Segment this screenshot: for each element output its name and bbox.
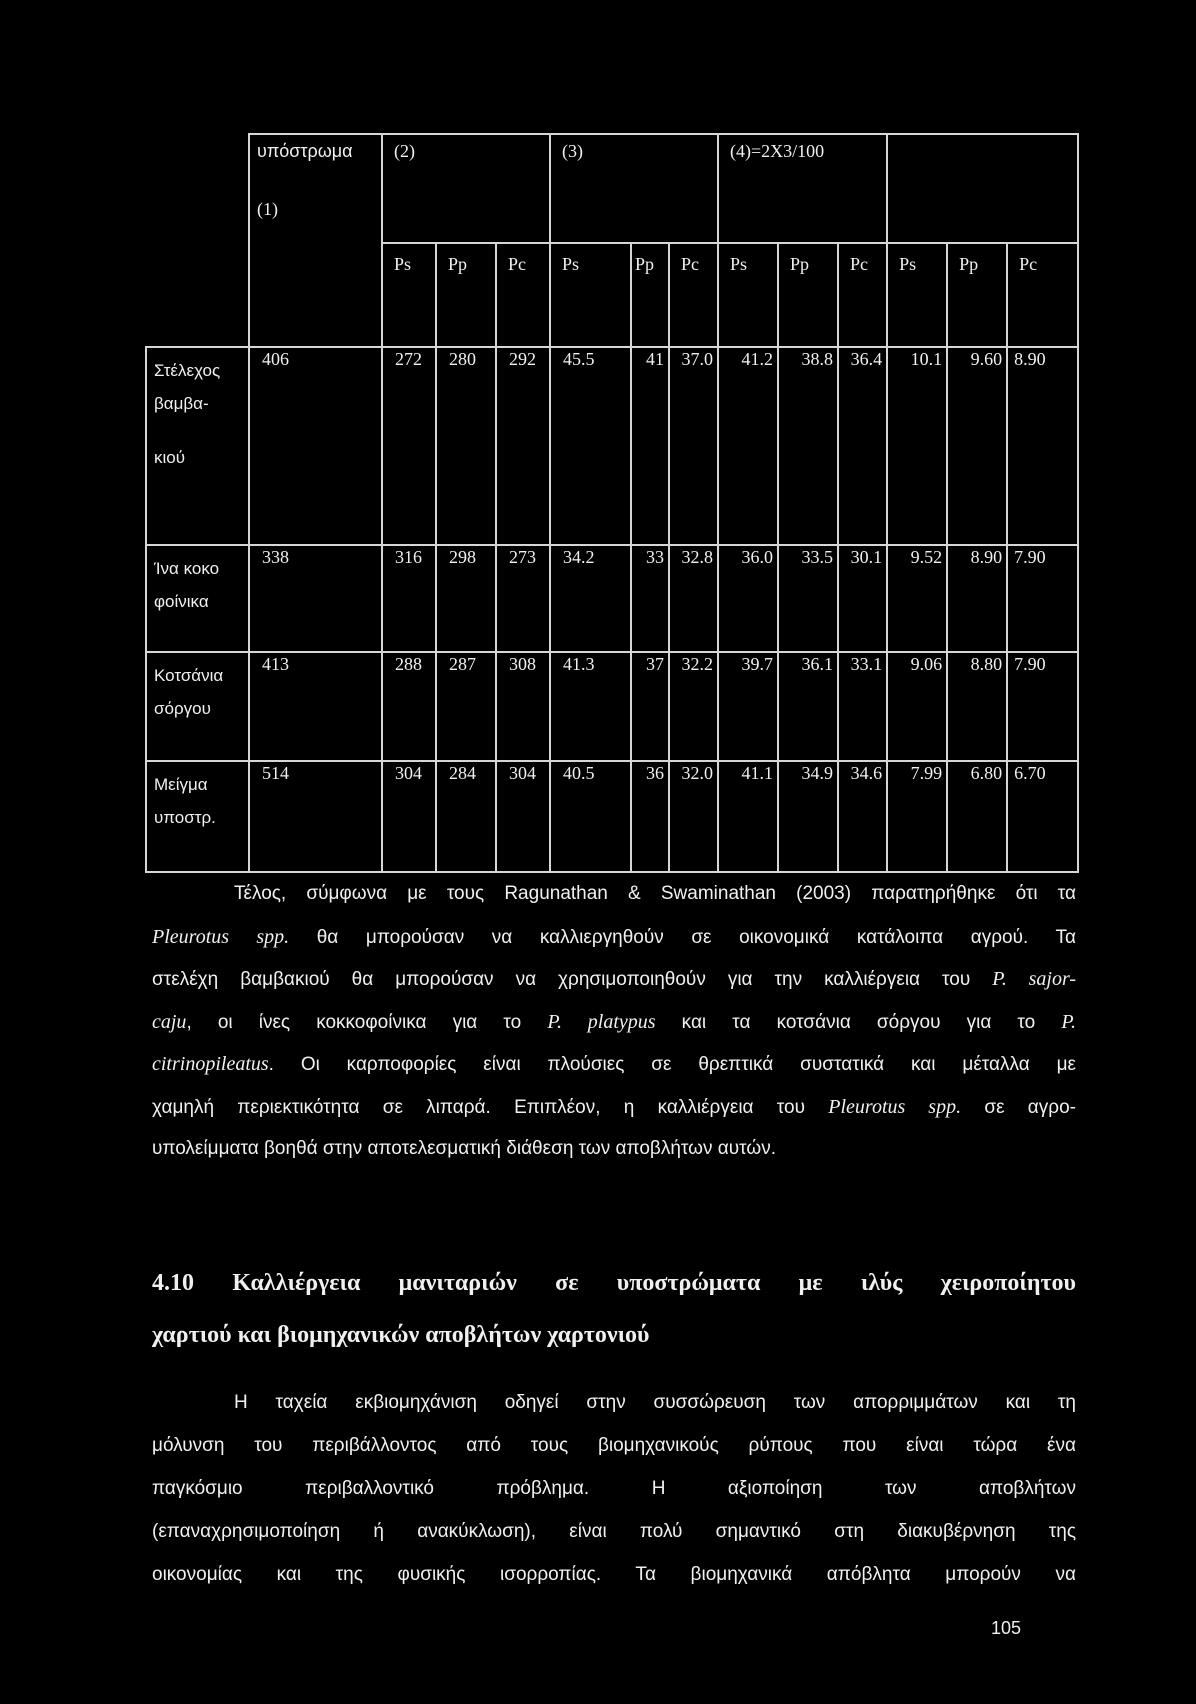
- substrate-amount-cell: 406: [249, 347, 382, 545]
- subheader-pp: Pp: [436, 243, 496, 347]
- value-cell-pc: 7.90: [1007, 545, 1078, 652]
- row-label-line: Στέλεχος: [154, 361, 221, 380]
- row-label-line: Μείγμα: [154, 775, 208, 794]
- value-cell-pp: 38.8: [778, 347, 838, 545]
- row-label-line: Ίνα κοκο: [154, 559, 220, 578]
- value-cell-pp: 37: [631, 652, 669, 761]
- value-cell-pp: 9.60: [947, 347, 1007, 545]
- subheader-pc: Pc: [1007, 243, 1078, 347]
- subheader-pc: Pc: [496, 243, 550, 347]
- group-header-3: (3): [550, 134, 718, 243]
- text-run: και τα κοτσάνια σόργου για το: [655, 1011, 1062, 1033]
- page-number: 105: [991, 1618, 1022, 1638]
- value-cell-ps: 304: [382, 761, 436, 872]
- value-cell-pc: 308: [496, 652, 550, 761]
- subheader-ps: Ps: [718, 243, 778, 347]
- value-cell-pp: 280: [436, 347, 496, 545]
- value-cell-ps: 316: [382, 545, 436, 652]
- value-cell-pc: 32.8: [669, 545, 718, 652]
- paragraph-line: Η ταχεία εκβιομηχάνιση οδηγεί στην συσσώρευση των απορριμμάτων και τη: [234, 1392, 1076, 1413]
- group-header-blank: [887, 134, 1078, 243]
- value-cell-pc: 30.1: [838, 545, 887, 652]
- value-cell-pp: 36: [631, 761, 669, 872]
- paragraph-line: μόλυνση του περιβάλλοντος από τους βιομηχανικούς ρύπους που είναι τώρα ένα: [152, 1435, 1076, 1456]
- value-cell-ps: 9.52: [887, 545, 947, 652]
- value-cell-pp: 298: [436, 545, 496, 652]
- text-run: Τέλος, σύμφωνα με τους Ragunathan & Swaminathan (2003) παρατηρήθηκε ότι τα: [234, 883, 1076, 904]
- paragraph-line: [152, 958, 1076, 1001]
- value-cell-ps: 288: [382, 652, 436, 761]
- paragraph-line: [152, 1086, 1076, 1129]
- text-run: υπολείμματα βοηθά στην αποτελεσματική διάθεση των αποβλήτων αυτών.: [152, 1138, 776, 1159]
- value-cell-pc: 273: [496, 545, 550, 652]
- value-cell-ps: 10.1: [887, 347, 947, 545]
- table-row: [146, 545, 1078, 652]
- substrate-amount-cell: 338: [249, 545, 382, 652]
- table-corner-cell: [146, 134, 249, 347]
- row-label-line: φοίνικα: [154, 592, 209, 611]
- value-cell-ps: 41.1: [718, 761, 778, 872]
- group-header-4: (4)=2X3/100: [718, 134, 887, 243]
- subheader-pp: Pp: [947, 243, 1007, 347]
- row-label-line: σόργου: [154, 699, 211, 718]
- value-cell-pc: 7.90: [1007, 652, 1078, 761]
- table-row: [146, 347, 1078, 545]
- row-label-cell: [146, 761, 249, 872]
- row-label-cell: [146, 347, 249, 545]
- value-cell-pc: 37.0: [669, 347, 718, 545]
- table-row: [146, 761, 1078, 872]
- text-run: σε αγρο-: [961, 1096, 1076, 1118]
- group-header-2: (2): [382, 134, 550, 243]
- subheader-ps: Ps: [887, 243, 947, 347]
- value-cell-ps: 41.3: [550, 652, 631, 761]
- value-cell-ps: 34.2: [550, 545, 631, 652]
- row-label-cell: [146, 652, 249, 761]
- paragraph-line: [152, 1128, 1076, 1171]
- substrate-amount-cell: 413: [249, 652, 382, 761]
- substrate-header-label: υπόστρωμα: [257, 141, 353, 161]
- value-cell-pc: 8.90: [1007, 347, 1078, 545]
- value-cell-pc: 33.1: [838, 652, 887, 761]
- paragraph-line: [152, 1001, 1076, 1044]
- substrate-column-header: [249, 134, 382, 347]
- text-run: χαμηλή περιεκτικότητα σε λιπαρά. Επιπλέον, η καλλιέργεια του: [152, 1096, 829, 1118]
- paragraph-line: (επαναχρησιμοποίηση ή ανακύκλωση), είναι πολύ σημαντικό στη διακυβέρνηση της: [152, 1521, 1076, 1542]
- value-cell-ps: 272: [382, 347, 436, 545]
- value-cell-pc: 32.0: [669, 761, 718, 872]
- italic-species-name: P. platypus: [547, 1010, 656, 1033]
- substrate-amount-cell: 514: [249, 761, 382, 872]
- paragraph-line: [152, 916, 1076, 959]
- row-label-line: Κοτσάνια: [154, 666, 224, 685]
- paragraph-line: παγκόσμιο περιβαλλοντικό πρόβλημα. Η αξιοποίηση των αποβλήτων: [152, 1478, 1076, 1499]
- paragraph-line: [152, 1043, 1076, 1086]
- paragraph-industrialization: [152, 1381, 1076, 1596]
- value-cell-pc: 304: [496, 761, 550, 872]
- row-label-line: βαμβα-: [154, 394, 209, 413]
- value-cell-pp: 6.80: [947, 761, 1007, 872]
- italic-species-name: citrinopileatus: [152, 1053, 269, 1075]
- italic-species-name: P. sajor-: [992, 968, 1076, 990]
- value-cell-pp: 41: [631, 347, 669, 545]
- value-cell-pc: 34.6: [838, 761, 887, 872]
- value-cell-pc: 292: [496, 347, 550, 545]
- subheader-pp: Pp: [631, 243, 669, 347]
- subheader-ps: Ps: [550, 243, 631, 347]
- row-label-line: υποστρ.: [154, 808, 216, 827]
- value-cell-pp: 33: [631, 545, 669, 652]
- paragraph-line: οικονομίας και της φυσικής ισορροπίας. Τα βιομηχανικά απόβλητα μπορούν να: [152, 1564, 1076, 1585]
- value-cell-ps: 41.2: [718, 347, 778, 545]
- paragraph-line: [152, 873, 1076, 916]
- value-cell-ps: 39.7: [718, 652, 778, 761]
- table-header: [146, 134, 1078, 347]
- value-cell-pp: 287: [436, 652, 496, 761]
- value-cell-pp: 284: [436, 761, 496, 872]
- substrate-yield-table: [145, 133, 1079, 873]
- subheader-pp: Pp: [778, 243, 838, 347]
- section-heading: [152, 1257, 1076, 1361]
- group-header-row: [146, 134, 1078, 243]
- value-cell-ps: 7.99: [887, 761, 947, 872]
- value-cell-ps: 40.5: [550, 761, 631, 872]
- text-run: . Οι καρποφορίες είναι πλούσιες σε θρεπτικά συστατικά και μέταλλα με: [268, 1054, 1076, 1075]
- paragraph-pleurotus-substrates: [152, 873, 1076, 1171]
- italic-species-name: Pleurotus spp.: [152, 925, 290, 948]
- italic-species-name: P.: [1061, 1010, 1076, 1033]
- subheader-pc: Pc: [669, 243, 718, 347]
- text-run: στελέχη βαμβακιού θα μπορούσαν να χρησιμοποιηθούν για την καλλιέργεια του: [152, 969, 993, 990]
- subheader-pc: Pc: [838, 243, 887, 347]
- heading-line: χαρτιού και βιομηχανικών αποβλήτων χαρτονιού: [152, 1322, 650, 1348]
- row-label-cell: [146, 545, 249, 652]
- row-label-line: κιού: [154, 448, 186, 467]
- table-body: [146, 347, 1078, 872]
- italic-species-name: caju: [152, 1010, 187, 1033]
- value-cell-pp: 8.90: [947, 545, 1007, 652]
- text-run: , οι ίνες κοκκοφοίνικα για το: [186, 1011, 548, 1033]
- value-cell-pc: 36.4: [838, 347, 887, 545]
- value-cell-ps: 45.5: [550, 347, 631, 545]
- value-cell-pp: 36.1: [778, 652, 838, 761]
- value-cell-ps: 36.0: [718, 545, 778, 652]
- value-cell-pp: 34.9: [778, 761, 838, 872]
- subheader-ps: Ps: [382, 243, 436, 347]
- heading-line: 4.10 Καλλιέργεια μανιταριών σε υποστρώματα με ιλύς χειροποίητου: [152, 1270, 1076, 1296]
- italic-species-name: Pleurotus spp.: [828, 1095, 962, 1118]
- value-cell-pc: 6.70: [1007, 761, 1078, 872]
- value-cell-ps: 9.06: [887, 652, 947, 761]
- value-cell-pc: 32.2: [669, 652, 718, 761]
- value-cell-pp: 33.5: [778, 545, 838, 652]
- table-row: [146, 652, 1078, 761]
- value-cell-pp: 8.80: [947, 652, 1007, 761]
- text-run: θα μπορούσαν να καλλιεργηθούν σε οικονομικά κατάλοιπα αγρού. Τα: [289, 926, 1076, 948]
- substrate-header-number: (1): [257, 199, 278, 219]
